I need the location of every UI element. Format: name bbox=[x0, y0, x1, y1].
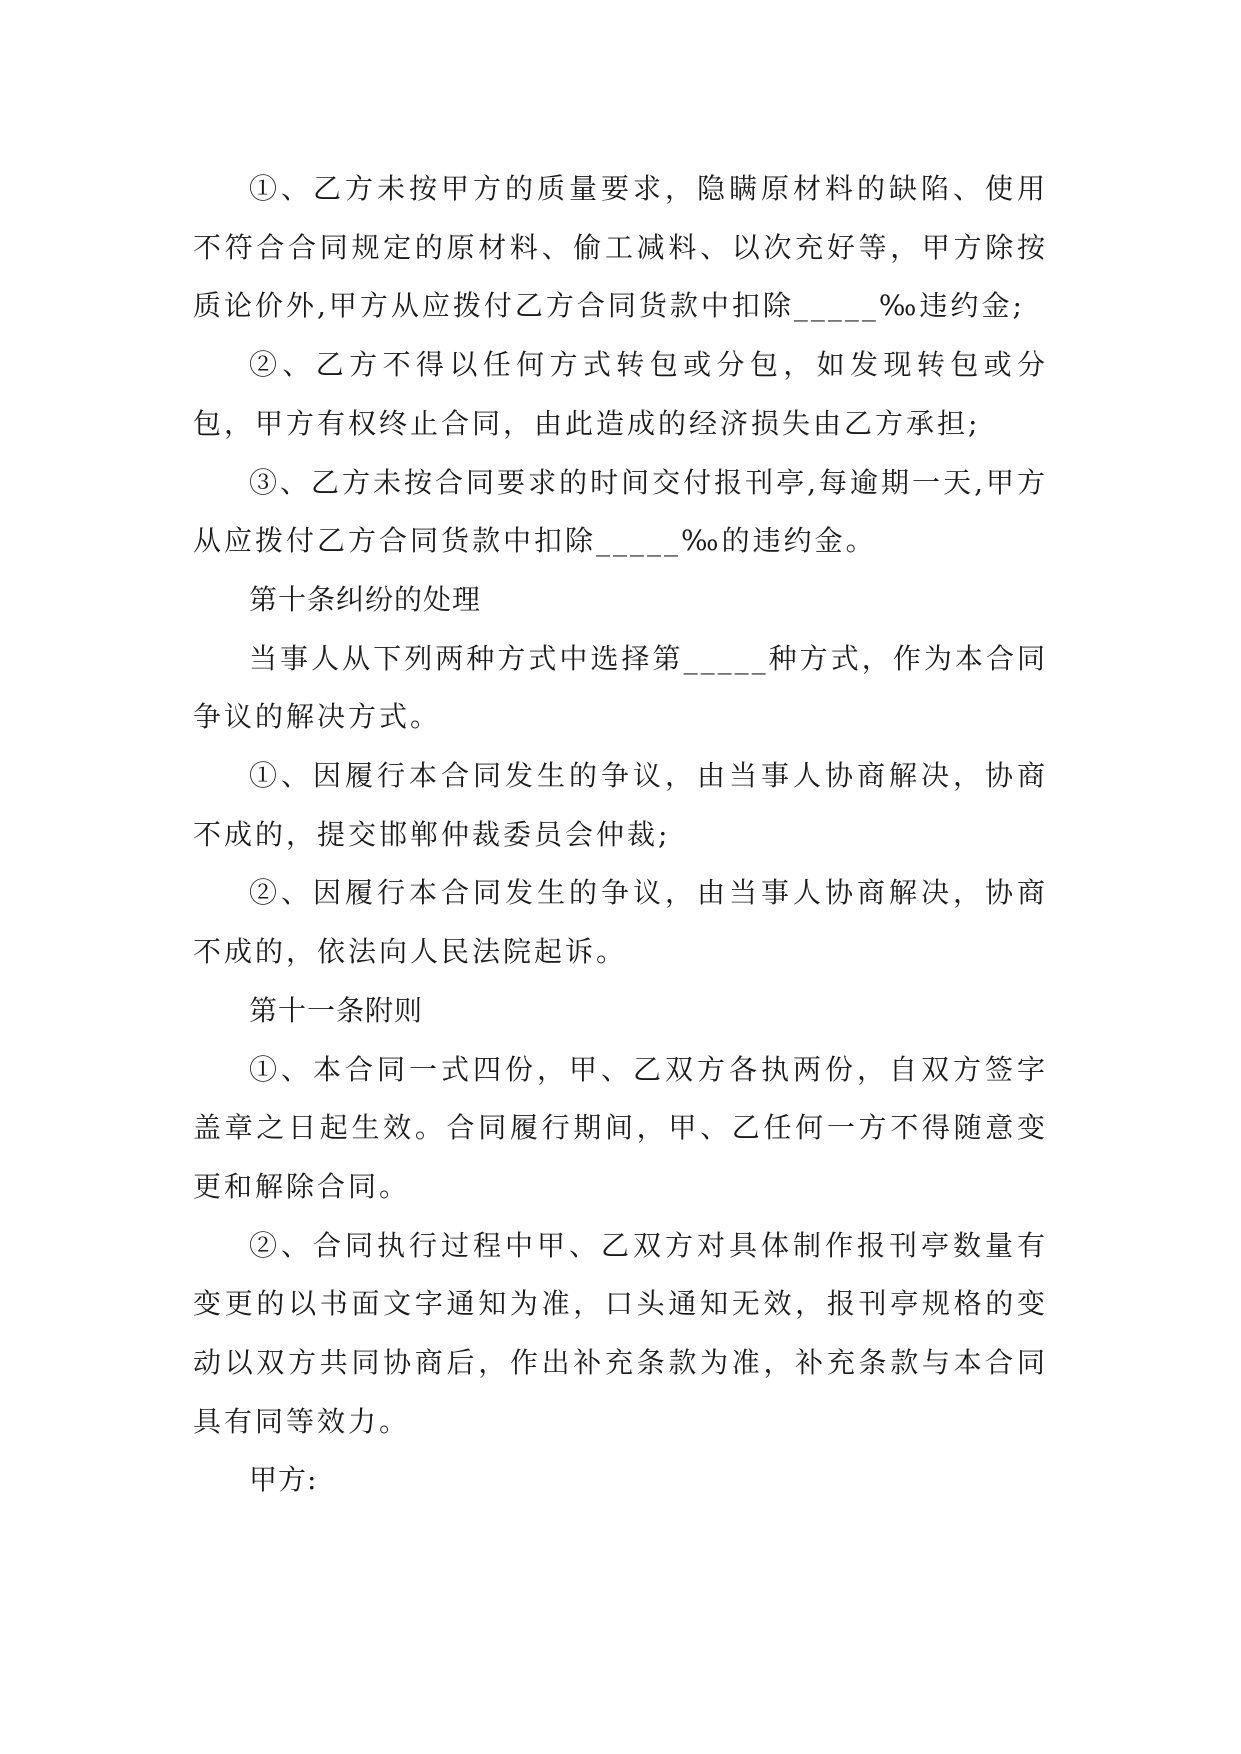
clause-copies: ①、本合同一式四份，甲、乙双方各执两份，自双方签字盖章之日起生效。合同履行期间，甲、乙任何一方不得随意变更和解除合同。 bbox=[193, 1052, 1048, 1203]
clause-arbitration: ①、因履行本合同发生的争议，由当事人协商解决，协商不成的，提交邯郸仲裁委员会仲裁; bbox=[193, 759, 1048, 851]
section-heading-dispute: 第十条纠纷的处理 bbox=[249, 582, 482, 616]
document-body bbox=[193, 160, 1048, 1510]
clause-quality-penalty: ①、乙方未按甲方的质量要求，隐瞒原材料的缺陷、使用不符合合同规定的原材料、偷工减料、以次充好等，甲方除按质论价外,甲方从应拨付乙方合同货款中扣除_____‰违约金; bbox=[193, 172, 1048, 323]
clause-late-delivery: ③、乙方未按合同要求的时间交付报刊亭,每逾期一天,甲方从应拨付乙方合同货款中扣除_____‰的违约金。 bbox=[193, 465, 1048, 558]
clause-dispute-choice: 当事人从下列两种方式中选择第_____种方式，作为本合同争议的解决方式。 bbox=[193, 641, 1048, 734]
section-heading-appendix: 第十一条附则 bbox=[249, 993, 424, 1027]
signature-party-a: 甲方: bbox=[249, 1463, 318, 1497]
clause-litigation: ②、因履行本合同发生的争议，由当事人协商解决，协商不成的，依法向人民法院起诉。 bbox=[193, 876, 1048, 969]
clause-changes: ②、合同执行过程中甲、乙双方对具体制作报刊亭数量有变更的以书面文字通知为准，口头通知无效，报刊亭规格的变动以双方共同协商后，作出补充条款为准，补充条款与本合同具有同等效力。 bbox=[193, 1228, 1048, 1438]
clause-subcontract: ②、乙方不得以任何方式转包或分包，如发现转包或分包，甲方有权终止合同，由此造成的经济损失由乙方承担; bbox=[193, 348, 1048, 440]
